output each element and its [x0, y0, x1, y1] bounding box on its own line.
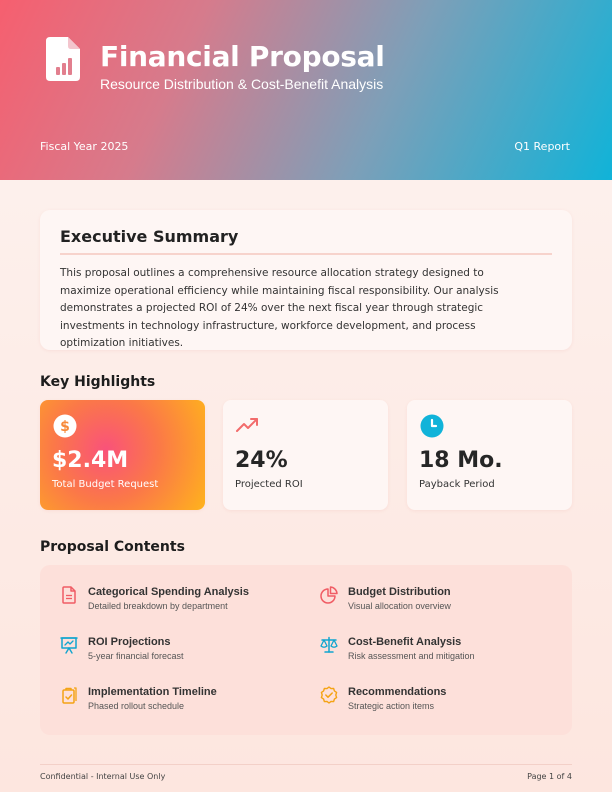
highlight-value: 18 Mo.	[419, 448, 503, 473]
contents-item-desc: Visual allocation overview	[348, 601, 451, 611]
presentation-chart-icon	[60, 636, 78, 654]
pie-chart-icon	[320, 586, 338, 604]
contents-item-title: Recommendations	[348, 686, 447, 698]
contents-item-title: Implementation Timeline	[88, 686, 217, 698]
proposal-contents-title: Proposal Contents	[40, 539, 185, 555]
document-chart-icon	[46, 37, 82, 81]
header-banner	[0, 0, 612, 180]
executive-summary-title: Executive Summary	[60, 227, 239, 246]
fiscal-year-label: Fiscal Year 2025	[40, 140, 129, 153]
contents-item-desc: Detailed breakdown by department	[88, 601, 228, 611]
footer-divider	[40, 764, 572, 765]
executive-summary-card	[40, 210, 572, 350]
contents-item-desc: 5-year financial forecast	[88, 651, 184, 661]
proposal-contents-panel	[40, 565, 572, 735]
contents-item-title: Cost-Benefit Analysis	[348, 636, 462, 648]
highlight-value: $2.4M	[52, 448, 129, 473]
highlight-card-roi	[223, 400, 388, 510]
contents-item-title: Categorical Spending Analysis	[88, 586, 249, 598]
contents-item-title: ROI Projections	[88, 636, 171, 648]
divider	[60, 253, 552, 255]
contents-item-title: Budget Distribution	[348, 586, 451, 598]
dollar-icon	[53, 414, 77, 438]
contents-item-desc: Strategic action items	[348, 701, 435, 711]
footer-confidential: Confidential - Internal Use Only	[40, 772, 166, 781]
contents-item-desc: Risk assessment and mitigation	[348, 651, 475, 661]
page-title: Financial Proposal	[100, 40, 385, 73]
highlight-label: Total Budget Request	[52, 479, 159, 490]
key-highlights-title: Key Highlights	[40, 374, 156, 390]
highlight-label: Projected ROI	[235, 479, 303, 490]
clipboard-check-icon	[60, 686, 78, 704]
contents-item-desc: Phased rollout schedule	[88, 701, 185, 711]
trend-up-icon	[236, 414, 260, 438]
highlight-label: Payback Period	[419, 479, 495, 490]
scale-icon	[320, 636, 338, 654]
page-number: Page 1 of 4	[527, 772, 572, 781]
svg-text:$: $	[60, 419, 70, 435]
highlight-card-budget	[40, 400, 205, 510]
file-chart-icon	[60, 586, 78, 604]
executive-summary-text: This proposal outlines a comprehensive resource allocation strategy designed to maximize operational efficiency while maintaining fiscal responsibility. Our analysis demonstrates a projected ROI of 24% over the next fiscal year through strategic investments in technology infrastructure, workforce development, and process optimization initiatives.	[60, 267, 499, 350]
highlight-card-payback	[407, 400, 572, 510]
page-subtitle: Resource Distribution & Cost-Benefit Analysis	[100, 76, 384, 92]
highlight-value: 24%	[235, 448, 288, 473]
badge-check-icon	[320, 686, 338, 704]
clock-icon	[420, 414, 444, 438]
report-label: Q1 Report	[514, 140, 570, 153]
